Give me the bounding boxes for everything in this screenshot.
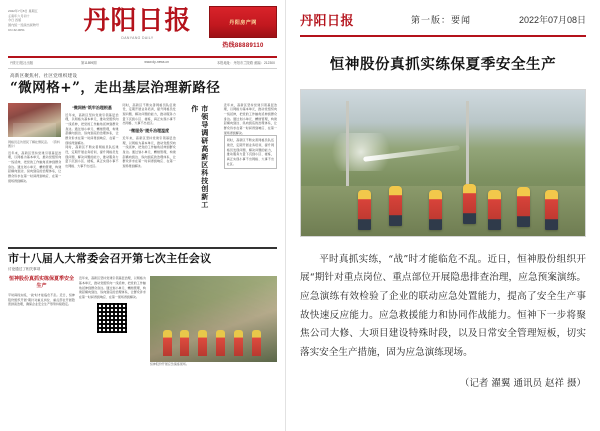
bottom-column-1 — [8, 276, 75, 394]
column-body-text-2: 近年来，高新区坚持党建引领基层治理，以网格为基本单元，推动党组织向一线延伸，把党的工作触角延伸到群众身边。通过划小单元、精细管理，构建起横向到边、纵向到底的治理体系，让群众诉求在第一时间得到响应、在第一现场得到解决。 — [65, 112, 119, 145]
bottom-large-photo — [150, 276, 277, 362]
bottom-section — [8, 276, 277, 394]
masthead-hotline: 热线88889110 — [222, 43, 264, 49]
masthead-lunar-date: 壬寅年六月初十 — [8, 13, 30, 18]
column-1 — [8, 103, 61, 243]
sidebar-vertical-headline[interactable]: 市领导调研高新区科技创新工作 — [190, 104, 210, 209]
article-byline: （记者 濯翼 通讯员 赵祥 摄） — [459, 377, 586, 389]
masthead-serial-label: 国内统一连续出版物号 — [8, 22, 39, 27]
article-body: 平时真抓实练，“战”时才能临危不乱。近日，恒神股份组织开展“期针对重点岗位、重点部位开展隐患排查治理，应急预案演练。应急演练有效检验了企业的联动应急处置能力，提高了安全生产事故快速反应能力。应急救援能力和协同作战能力。恒神下一步将聚焦公司大修、大项目建设特殊时段，以及日常安全管理短板，切实落实安全生产措施，固为应急演练现场。 — [300, 253, 586, 359]
masthead-date: 2022年7月8日 星期五 — [8, 9, 38, 13]
masthead-pages: 今日 四版 — [8, 18, 22, 23]
masthead-right — [209, 6, 277, 49]
qr-code[interactable] — [97, 303, 127, 333]
column-4-sidebar[interactable] — [180, 103, 220, 243]
column-body-text-5: 近年来，高新区坚持党建引领基层治理，以网格为基本单元，推动党组织向一线延伸，把党的工作触角延伸到群众身边。通过划小单元、精细管理，构建起横向到边、纵向到底的治理体系，让群众诉求在第一时间得到响应、在第一现场得到解决。 — [122, 136, 176, 168]
photo-caption: 网格员走访居民了解社情民意。 （资料图片） — [8, 139, 60, 149]
bottom-column-2 — [79, 276, 146, 394]
masthead — [8, 6, 277, 58]
newspaper-title: 丹阳日报 — [83, 6, 192, 36]
column-subheading-a: “微网格”筑牢治理根基 — [71, 104, 112, 110]
bottom-body-text-2: 近年来，高新区坚持党建引领基层治理，以网格为基本单元，推动党组织向一线延伸，把党的工作触角延伸到群众身边。通过划小单元、精细管理，构建起横向到边、纵向到底的治理体系，让群众诉求在第一时间得到响应、在第一现场得到解决。 — [78, 276, 146, 300]
reader-logo[interactable]: 丹阳日报 — [300, 14, 355, 29]
column-boxed-note — [224, 135, 277, 169]
reader-section-label[interactable]: 第一版：要闻 — [410, 15, 471, 25]
column-2 — [65, 103, 118, 243]
newspaper-title-pinyin: DANYANG DAILY — [121, 36, 154, 41]
article-photo — [300, 89, 586, 237]
reader-header — [300, 10, 586, 37]
newspaper-website: www.dy-news.cn — [144, 60, 169, 64]
reader-date: 2022年07月08日 — [518, 15, 586, 25]
lead-story-header[interactable] — [8, 69, 277, 99]
publisher-label: 丹阳日报社出版 — [10, 61, 34, 65]
newspaper-address: 本报地址：丹阳市兰陵路 邮编：212300 — [216, 61, 275, 65]
second-lead-subhead: 讨论通过了相关事项 — [8, 267, 41, 272]
article-columns — [8, 103, 277, 243]
column-3 — [123, 103, 176, 243]
article-reader-pane — [286, 0, 600, 431]
column-body-text-6: 近年来，高新区坚持党建引领基层治理，以网格为基本单元，推动党组织向一线延伸，把党的工作触角延伸到群众身边。通过划小单元、精细管理，构建起横向到边、纵向到底的治理体系，让群众诉求在第一时间得到响应、在第一现场得到解决。 — [223, 102, 277, 135]
bottom-photo-column — [150, 276, 277, 394]
newspaper-page-scan[interactable] — [0, 0, 286, 431]
masthead-info-strip — [8, 58, 277, 69]
bottom-body-text: 平时真抓实练，“战”时才能临危不乱。近日，恒神股份组织开展“期针对重点岗位、重点部位开展隐患排查治理，确保企业安全生产形势持续稳定。 — [8, 292, 75, 307]
masthead-left-info — [8, 6, 66, 32]
column-boxed-text: 同时，高新区不断完善网格员队伍建设，定期开展业务培训，提升网格员发现问题、解决问题的能力，推动服务力量下沉到小区、楼栋，真正实现小事不出网格、大事不出社区。 — [226, 138, 274, 166]
column-photo — [8, 103, 61, 137]
masthead-serial-number: CN 32-0051 — [8, 27, 25, 32]
bottom-red-headline[interactable]: 恒神股份真抓实练保夏季安全生产 — [8, 276, 74, 290]
issue-number: 第11899期 — [80, 61, 97, 65]
article-title: 恒神股份真抓实练保夏季安全生产 — [329, 56, 557, 73]
masthead-center — [66, 6, 209, 40]
photo-ground — [301, 186, 585, 236]
column-body-text-4: 同时，高新区不断完善网格员队伍建设，定期开展业务培训，提升网格员发现问题、解决问题的能力，推动服务力量下沉到小区、楼栋，真正实现小事不出网格、大事不出社区。 — [122, 102, 176, 126]
column-body-text: 近年来，高新区坚持党建引领基层治理，以网格为基本单元，推动党组织向一线延伸，把党的工作触角延伸到群众身边。通过划小单元、精细管理，构建起横向到边、纵向到底的治理体系，让群众诉求在第一时间得到响应、在第一现场得到解决。 — [8, 150, 62, 183]
masthead-advertisement[interactable]: 丹阳房产网 — [209, 6, 277, 38]
column-5 — [224, 103, 277, 243]
column-subheading-b: “微服务”提升治理温度 — [129, 128, 170, 134]
second-lead-story[interactable] — [8, 247, 277, 273]
lead-kicker: 高新区聚焦村、社区党组织建设 — [10, 73, 78, 78]
column-body-text-3: 同时，高新区不断完善网格员队伍建设，定期开展业务培训，提升网格员发现问题、解决问题的能力，推动服务力量下沉到小区、楼栋，真正实现小事不出网格、大事不出社区。 — [65, 145, 119, 168]
bottom-photo-caption: 恒神股份开展应急演练现场。 — [149, 362, 189, 367]
lead-headline[interactable]: “微网格+”，走出基层治理新路径 — [10, 80, 221, 96]
second-lead-headline[interactable]: 市十八届人大常委会召开第七次主任会议 — [8, 251, 212, 265]
photo-smoke — [324, 133, 398, 171]
